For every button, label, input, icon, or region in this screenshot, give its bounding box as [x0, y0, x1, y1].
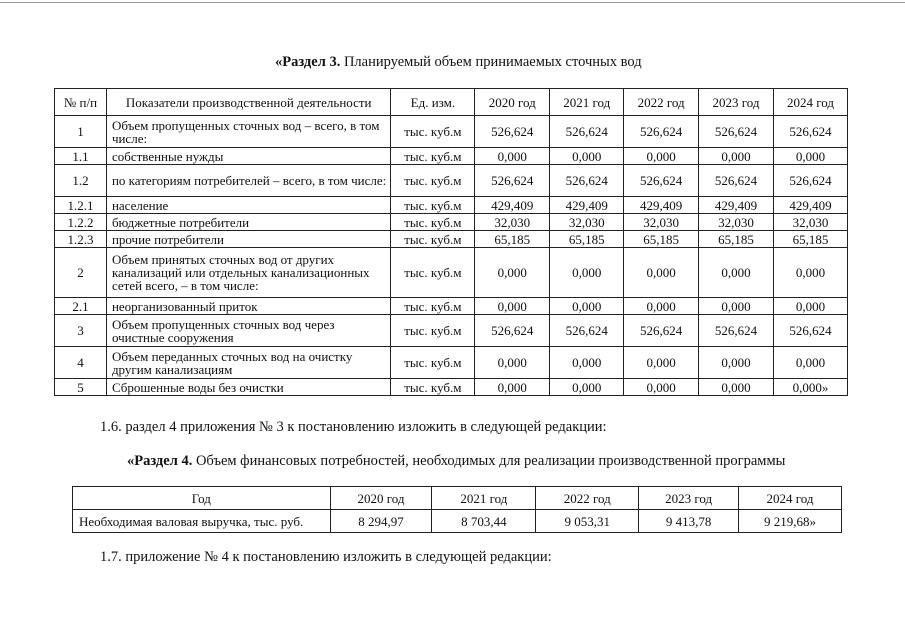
year-value-cell: 526,624	[774, 315, 848, 347]
section3-title-rest: Планируемый объем принимаемых сточных вод	[340, 54, 642, 70]
year-value-cell: 526,624	[475, 116, 550, 148]
section3-table-body	[55, 116, 848, 396]
year-value-cell: 526,624	[624, 165, 699, 197]
revenue-label-cell: Необходимая валовая выручка, тыс. руб.	[73, 510, 331, 533]
year-value-cell: 0,000	[774, 148, 848, 165]
unit-cell: тыс. куб.м	[391, 298, 475, 315]
revenue-value-cell: 8 703,44	[432, 510, 536, 533]
section3-title-bold: «Раздел 3.	[275, 54, 341, 70]
indicator-name-cell: по категориям потребителей – всего, в том числе:	[106, 165, 391, 197]
year-value-cell: 0,000	[475, 248, 550, 298]
year-value-cell: 32,030	[475, 214, 550, 231]
year-value-cell: 526,624	[475, 165, 550, 197]
year-value-cell: 429,409	[475, 197, 550, 214]
year-value-cell: 526,624	[774, 116, 848, 148]
section3-table-row	[55, 379, 848, 396]
year-value-cell: 526,624	[699, 116, 774, 148]
section4-title	[127, 453, 785, 470]
unit-cell: тыс. куб.м	[391, 379, 475, 396]
section3-table-row	[55, 197, 848, 214]
indicator-name-cell: бюджетные потребители	[106, 214, 391, 231]
year-value-cell: 0,000	[624, 298, 699, 315]
year-value-cell: 526,624	[624, 116, 699, 148]
year-value-cell: 0,000	[699, 298, 774, 315]
year-value-cell: 65,185	[774, 231, 848, 248]
row-number-cell: 1.1	[55, 148, 107, 165]
year-value-cell: 526,624	[475, 315, 550, 347]
row-number-cell: 1	[55, 116, 107, 148]
year-value-cell: 526,624	[550, 116, 624, 148]
year-value-cell: 32,030	[699, 214, 774, 231]
unit-cell: тыс. куб.м	[391, 347, 475, 379]
year-value-cell: 526,624	[550, 315, 624, 347]
year-value-cell: 0,000	[475, 148, 550, 165]
section3-table-row	[55, 116, 848, 148]
row-number-cell: 1.2.2	[55, 214, 107, 231]
row-number-cell: 2.1	[55, 298, 107, 315]
row-number-cell: 1.2.3	[55, 231, 107, 248]
unit-cell: тыс. куб.м	[391, 165, 475, 197]
row-number-cell: 4	[55, 347, 107, 379]
year-value-cell: 526,624	[699, 315, 774, 347]
year-value-cell: 526,624	[774, 165, 848, 197]
year-value-cell: 0,000	[774, 248, 848, 298]
year-value-cell: 0,000	[550, 148, 624, 165]
year-value-cell: 526,624	[699, 165, 774, 197]
year-value-cell: 0,000	[475, 298, 550, 315]
section4-header-cell: 2021 год	[432, 487, 536, 510]
unit-cell: тыс. куб.м	[391, 197, 475, 214]
year-value-cell: 32,030	[774, 214, 848, 231]
indicator-name-cell: Объем пропущенных сточных вод через очистные сооружения	[106, 315, 391, 347]
row-number-cell: 5	[55, 379, 107, 396]
year-value-cell: 0,000	[699, 148, 774, 165]
section3-header-cell: 2020 год	[475, 89, 550, 116]
section3-table-row	[55, 214, 848, 231]
section3-table-row	[55, 231, 848, 248]
section3-table-row	[55, 298, 848, 315]
section3-header-cell: 2022 год	[624, 89, 699, 116]
section3-table-row	[55, 148, 848, 165]
section3-table-row	[55, 347, 848, 379]
section3-header-cell: 2023 год	[699, 89, 774, 116]
year-value-cell: 0,000	[550, 298, 624, 315]
indicator-name-cell: собственные нужды	[106, 148, 391, 165]
row-number-cell: 3	[55, 315, 107, 347]
year-value-cell: 0,000	[475, 347, 550, 379]
year-value-cell: 32,030	[624, 214, 699, 231]
year-value-cell: 32,030	[550, 214, 624, 231]
year-value-cell: 0,000	[774, 298, 848, 315]
row-number-cell: 2	[55, 248, 107, 298]
section3-header-cell: Ед. изм.	[391, 89, 475, 116]
section4-header-cell: 2022 год	[536, 487, 639, 510]
row-number-cell: 1.2	[55, 165, 107, 197]
unit-cell: тыс. куб.м	[391, 214, 475, 231]
year-value-cell: 0,000	[475, 379, 550, 396]
year-value-cell: 65,185	[475, 231, 550, 248]
indicator-name-cell: прочие потребители	[106, 231, 391, 248]
year-value-cell: 526,624	[550, 165, 624, 197]
revenue-value-cell: 9 053,31	[536, 510, 639, 533]
year-value-cell: 429,409	[550, 197, 624, 214]
section4-table	[72, 486, 842, 533]
indicator-name-cell: неорганизованный приток	[106, 298, 391, 315]
unit-cell: тыс. куб.м	[391, 248, 475, 298]
year-value-cell: 0,000	[699, 347, 774, 379]
section3-table-row	[55, 248, 848, 298]
year-value-cell: 65,185	[550, 231, 624, 248]
unit-cell: тыс. куб.м	[391, 116, 475, 148]
year-value-cell: 65,185	[624, 231, 699, 248]
indicator-name-cell: Объем принятых сточных вод от других канализаций или отдельных канализационных сетей всего, – в том числе:	[106, 248, 391, 298]
section3-title	[275, 54, 642, 71]
unit-cell: тыс. куб.м	[391, 231, 475, 248]
year-value-cell: 0,000	[550, 347, 624, 379]
scan-top-rule	[0, 2, 905, 3]
row-number-cell: 1.2.1	[55, 197, 107, 214]
year-value-cell: 0,000	[550, 248, 624, 298]
section4-header-cell: 2020 год	[330, 487, 432, 510]
year-value-cell: 0,000	[624, 148, 699, 165]
section3-header-cell: 2021 год	[550, 89, 624, 116]
revenue-value-cell: 9 219,68»	[739, 510, 842, 533]
indicator-name-cell: население	[106, 197, 391, 214]
year-value-cell: 0,000	[624, 347, 699, 379]
unit-cell: тыс. куб.м	[391, 315, 475, 347]
section4-header-cell: 2023 год	[639, 487, 739, 510]
year-value-cell: 429,409	[699, 197, 774, 214]
year-value-cell: 429,409	[774, 197, 848, 214]
unit-cell: тыс. куб.м	[391, 148, 475, 165]
revenue-value-cell: 8 294,97	[330, 510, 432, 533]
year-value-cell: 0,000	[624, 248, 699, 298]
indicator-name-cell: Сброшенные воды без очистки	[106, 379, 391, 396]
section3-table-row	[55, 315, 848, 347]
year-value-cell: 0,000	[699, 248, 774, 298]
year-value-cell: 0,000»	[774, 379, 848, 396]
paragraph-1-7: 1.7. приложение № 4 к постановлению изложить в следующей редакции:	[100, 549, 552, 565]
year-value-cell: 0,000	[774, 347, 848, 379]
revenue-value-cell: 9 413,78	[639, 510, 739, 533]
section4-header-cell: Год	[73, 487, 331, 510]
paragraph-1-6: 1.6. раздел 4 приложения № 3 к постановлению изложить в следующей редакции:	[100, 419, 607, 435]
section3-table-row	[55, 165, 848, 197]
section3-table	[54, 88, 848, 396]
section3-header-cell: Показатели производственной деятельности	[106, 89, 391, 116]
year-value-cell: 0,000	[550, 379, 624, 396]
indicator-name-cell: Объем переданных сточных вод на очистку другим канализациям	[106, 347, 391, 379]
year-value-cell: 65,185	[699, 231, 774, 248]
section4-title-rest: Объем финансовых потребностей, необходимых для реализации производственной программы	[192, 453, 786, 469]
section4-data-row	[73, 510, 842, 533]
year-value-cell: 429,409	[624, 197, 699, 214]
indicator-name-cell: Объем пропущенных сточных вод – всего, в том числе:	[106, 116, 391, 148]
section3-header-cell: 2024 год	[774, 89, 848, 116]
section3-header-row	[55, 89, 848, 116]
section4-title-bold: «Раздел 4.	[127, 453, 193, 469]
section3-header-cell: № п/п	[55, 89, 107, 116]
year-value-cell: 0,000	[699, 379, 774, 396]
section4-header-row	[73, 487, 842, 510]
year-value-cell: 526,624	[624, 315, 699, 347]
year-value-cell: 0,000	[624, 379, 699, 396]
section4-header-cell: 2024 год	[739, 487, 842, 510]
